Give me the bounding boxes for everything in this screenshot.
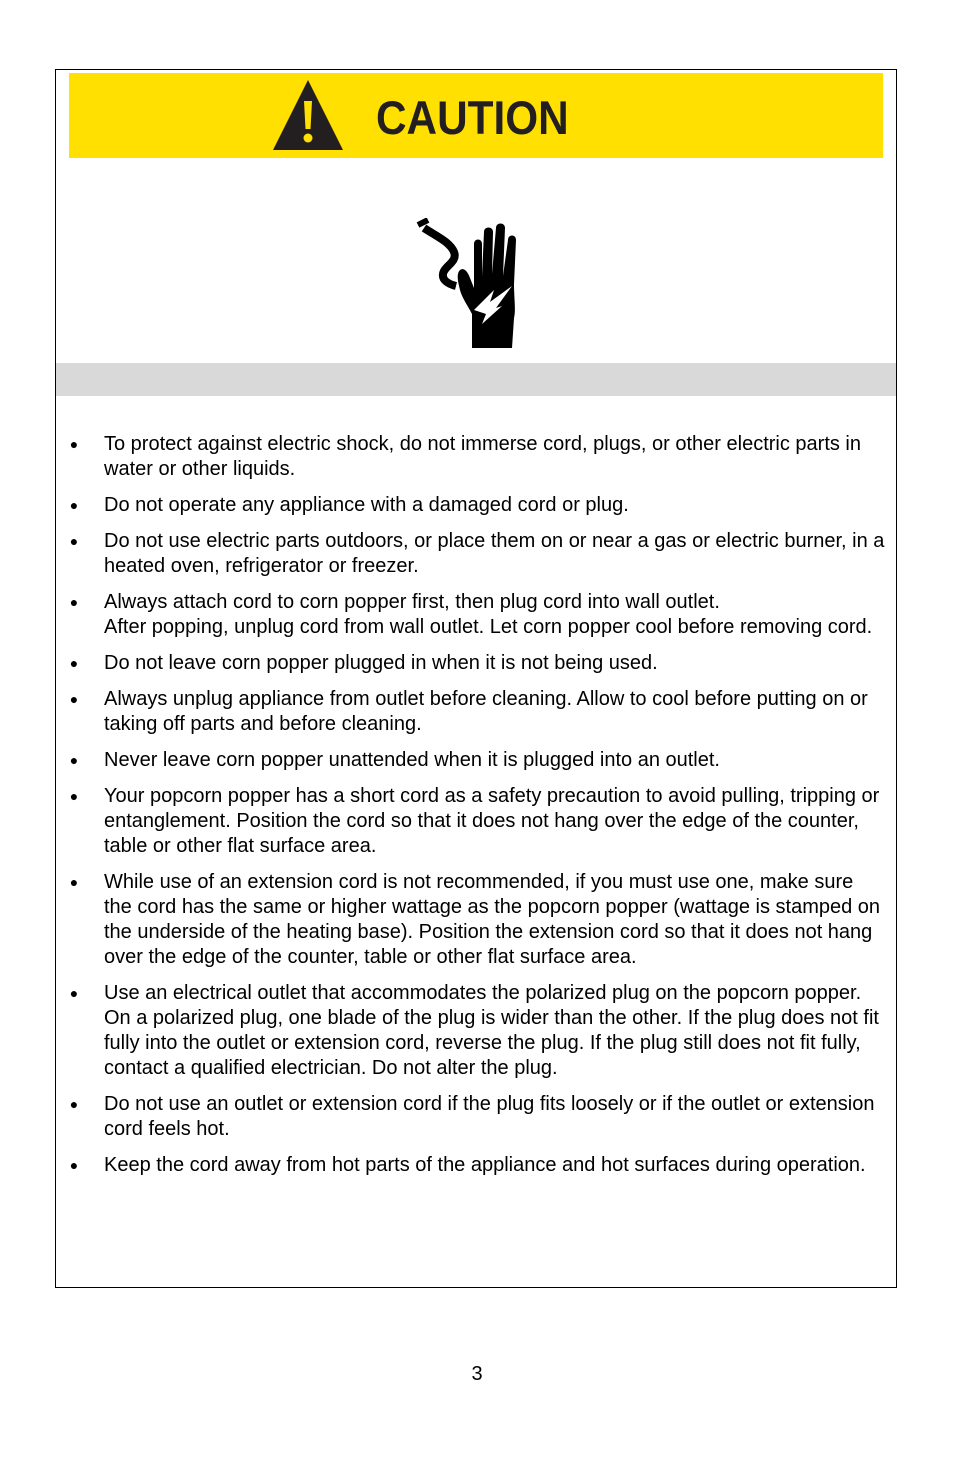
bullet-icon: ● (69, 691, 79, 707)
caution-heading: CAUTION (376, 91, 569, 144)
warning-triangle-icon (270, 77, 346, 153)
bullet-icon: ● (69, 874, 79, 890)
bullet-icon: ● (69, 655, 79, 671)
page-number: 3 (471, 1363, 483, 1385)
caution-box (55, 69, 897, 1288)
list-item: ● While use of an extension cord is not recommended, if you must use one, make sure the cord has the same or higher wattage as the popcorn popper (wattage is stamped on the underside of the heating base). Position the extension cord so that it does not hang over the edge of the counter, table or other flat surface area. (69, 871, 881, 968)
bullet-icon: ● (69, 436, 79, 452)
list-item: ● Never leave corn popper unattended when it is plugged into an outlet. (69, 749, 720, 771)
safety-instructions-list (56, 432, 896, 1189)
list-item: ● Do not use an outlet or extension cord if the plug fits loosely or if the outlet or extension cord feels hot. (69, 1093, 875, 1140)
bullet-icon: ● (69, 1157, 79, 1173)
bullet-icon: ● (69, 1096, 79, 1112)
bullet-icon: ● (69, 594, 79, 610)
list-item: ● Always unplug appliance from outlet before cleaning. Allow to cool before putting on or taking off parts and before cleaning. (69, 688, 868, 735)
bullet-icon: ● (69, 497, 79, 513)
bullet-icon: ● (69, 533, 79, 549)
list-item: ● To protect against electric shock, do not immerse cord, plugs, or other electric parts in water or other liquids. (69, 433, 862, 480)
list-item: ● Do not use electric parts outdoors, or place them on or near a gas or electric burner, in a heated oven, refrigerator or freezer. (69, 530, 885, 577)
electric-shock-hand-icon (416, 218, 536, 350)
list-item: ● Do not leave corn popper plugged in when it is not being used. (69, 652, 658, 674)
list-item: ● Use an electrical outlet that accommodates the polarized plug on the popcorn popper. On a polarized plug, one blade of the plug is wider than the other. If the plug does not fit fully into the outlet or extension cord, reverse the plug. If the plug still does not fit fully, contact a qualified electrician. Do not alter the plug. (69, 982, 879, 1079)
section-divider-band (56, 363, 896, 396)
list-item: ● Keep the cord away from hot parts of the appliance and hot surfaces during operation. (69, 1154, 866, 1176)
bullet-icon: ● (69, 985, 79, 1001)
bullet-icon: ● (69, 752, 79, 768)
list-item: ● Do not operate any appliance with a damaged cord or plug. (69, 494, 629, 516)
list-item: ● Your popcorn popper has a short cord as a safety precaution to avoid pulling, tripping or entanglement. Position the cord so that it does not hang over the edge of the counter, table or other flat surface area. (69, 785, 880, 857)
bullet-icon: ● (69, 788, 79, 804)
caution-banner (69, 73, 883, 158)
list-item: ● Always attach cord to corn popper first, then plug cord into wall outlet. After popping, unplug cord from wall outlet. Let corn popper cool before removing cord. (69, 591, 873, 638)
